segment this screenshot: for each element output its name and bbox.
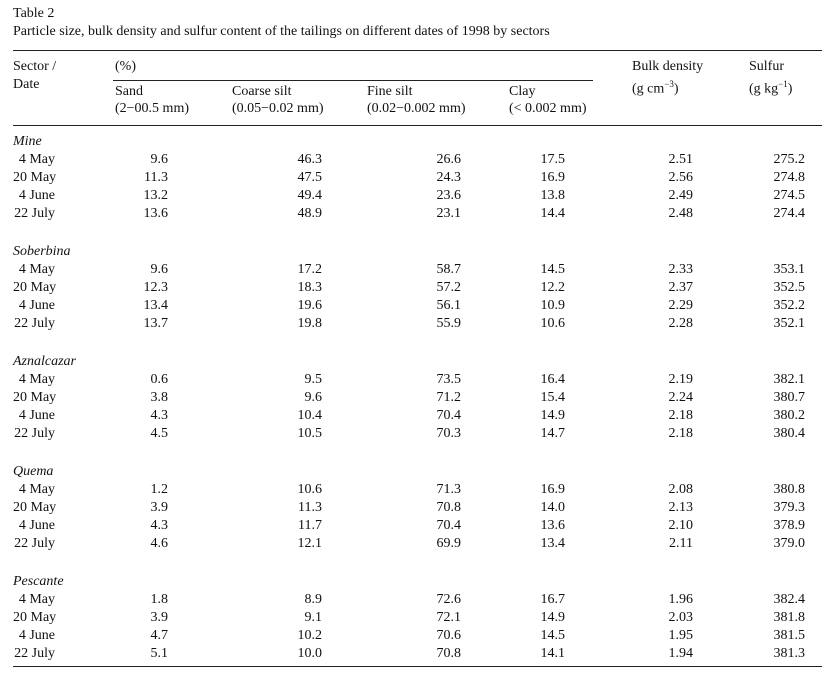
top-rule	[13, 50, 822, 51]
cell-sulfur: 380.7	[773, 390, 805, 405]
header-coarse-silt-range: (0.05−0.02 mm)	[232, 101, 324, 116]
cell-fine-silt: 70.8	[436, 500, 461, 515]
cell-sand: 13.2	[143, 188, 168, 203]
cell-coarse-silt: 48.9	[297, 206, 322, 221]
header-bulk-density: Bulk density	[632, 59, 704, 74]
header-sulfur: Sulfur	[749, 59, 784, 74]
cell-bulk-density: 2.19	[668, 372, 693, 387]
cell-sand: 3.9	[150, 610, 168, 625]
cell-bulk-density: 2.24	[668, 390, 693, 405]
cell-date: 22 July	[14, 206, 55, 221]
cell-fine-silt: 55.9	[436, 316, 461, 331]
sector-name: Aznalcazar	[13, 354, 76, 369]
bottom-rule	[13, 666, 822, 667]
cell-sulfur: 274.5	[773, 188, 805, 203]
cell-sulfur: 274.8	[773, 170, 805, 185]
cell-date: 22 July	[14, 426, 55, 441]
cell-coarse-silt: 46.3	[297, 152, 322, 167]
cell-clay: 16.9	[540, 482, 565, 497]
cell-sand: 5.1	[150, 646, 168, 661]
cell-sulfur: 352.2	[773, 298, 805, 313]
header-sand: Sand	[115, 84, 143, 99]
header-fine-silt: Fine silt	[367, 84, 413, 99]
cell-sand: 11.3	[144, 170, 168, 185]
cell-sulfur: 380.2	[773, 408, 805, 423]
cell-sulfur: 381.8	[773, 610, 805, 625]
cell-clay: 14.7	[540, 426, 565, 441]
sector-name: Soberbina	[13, 244, 71, 259]
cell-bulk-density: 1.95	[668, 628, 693, 643]
cell-sulfur: 353.1	[773, 262, 805, 277]
cell-fine-silt: 71.3	[436, 482, 461, 497]
cell-sulfur: 379.0	[773, 536, 805, 551]
cell-coarse-silt: 10.0	[297, 646, 322, 661]
cell-bulk-density: 2.18	[668, 426, 693, 441]
cell-fine-silt: 70.8	[436, 646, 461, 661]
cell-fine-silt: 73.5	[436, 372, 461, 387]
cell-sulfur: 381.3	[773, 646, 805, 661]
cell-fine-silt: 72.6	[436, 592, 461, 607]
table-title: Particle size, bulk density and sulfur content of the tailings on different dates of 1998 by sectors	[13, 24, 550, 39]
cell-coarse-silt: 10.5	[297, 426, 322, 441]
cell-coarse-silt: 17.2	[297, 262, 322, 277]
cell-fine-silt: 58.7	[436, 262, 461, 277]
cell-clay: 14.9	[540, 610, 565, 625]
sector-name: Pescante	[13, 574, 64, 589]
table-caption	[13, 5, 550, 41]
header-sector: Sector /	[13, 59, 57, 74]
cell-fine-silt: 70.4	[436, 408, 461, 423]
cell-sand: 13.6	[143, 206, 168, 221]
cell-clay: 10.6	[540, 316, 565, 331]
cell-coarse-silt: 8.9	[304, 592, 322, 607]
cell-coarse-silt: 11.3	[298, 500, 322, 515]
cell-sand: 4.5	[150, 426, 168, 441]
cell-coarse-silt: 12.1	[297, 536, 322, 551]
cell-bulk-density: 2.29	[668, 298, 693, 313]
cell-bulk-density: 2.03	[668, 610, 693, 625]
cell-sand: 4.6	[150, 536, 168, 551]
cell-sand: 4.7	[150, 628, 168, 643]
cell-sand: 1.8	[150, 592, 168, 607]
cell-sulfur: 381.5	[773, 628, 805, 643]
header-sand-range: (2−00.5 mm)	[115, 101, 189, 116]
cell-fine-silt: 57.2	[436, 280, 461, 295]
cell-clay: 15.4	[540, 390, 565, 405]
cell-date: 20 May	[13, 170, 57, 185]
cell-sand: 13.7	[143, 316, 168, 331]
cell-bulk-density: 1.94	[668, 646, 693, 661]
header-bulk-density-unit: (g $cm^{-3}$)	[632, 79, 679, 97]
cell-clay: 16.7	[540, 592, 565, 607]
cell-clay: 16.4	[540, 372, 565, 387]
cell-sand: 12.3	[143, 280, 168, 295]
cell-bulk-density: 2.18	[668, 408, 693, 423]
cell-fine-silt: 69.9	[436, 536, 461, 551]
cell-fine-silt: 26.6	[436, 152, 461, 167]
cell-clay: 13.6	[540, 518, 565, 533]
cell-bulk-density: 2.37	[668, 280, 693, 295]
cell-coarse-silt: 19.8	[297, 316, 322, 331]
table-label: Table 2	[13, 6, 55, 21]
cell-sulfur: 274.4	[773, 206, 805, 221]
cell-fine-silt: 70.6	[436, 628, 461, 643]
cell-sand: 0.6	[150, 372, 168, 387]
cell-date: 20 May	[13, 280, 57, 295]
cell-bulk-density: 2.11	[669, 536, 693, 551]
cell-clay: 12.2	[540, 280, 565, 295]
cell-bulk-density: 2.13	[668, 500, 693, 515]
cell-sulfur: 379.3	[773, 500, 805, 515]
cell-sand: 3.9	[150, 500, 168, 515]
cell-clay: 14.0	[540, 500, 565, 515]
cell-bulk-density: 2.56	[668, 170, 693, 185]
cell-bulk-density: 2.08	[668, 482, 693, 497]
cell-coarse-silt: 10.4	[297, 408, 322, 423]
cell-fine-silt: 23.6	[436, 188, 461, 203]
cell-sand: 13.4	[143, 298, 168, 313]
cell-bulk-density: 2.49	[668, 188, 693, 203]
cell-date: 22 July	[14, 646, 55, 661]
cell-coarse-silt: 18.3	[297, 280, 322, 295]
cell-sulfur: 275.2	[773, 152, 805, 167]
cell-coarse-silt: 9.1	[304, 610, 322, 625]
cell-clay: 16.9	[540, 170, 565, 185]
cell-coarse-silt: 10.6	[297, 482, 322, 497]
cell-bulk-density: 2.33	[668, 262, 693, 277]
cell-clay: 14.1	[540, 646, 565, 661]
cell-date: 22 July	[14, 316, 55, 331]
cell-bulk-density: 1.96	[668, 592, 693, 607]
cell-sulfur: 352.5	[773, 280, 805, 295]
cell-date: 4 May	[18, 482, 55, 497]
cell-sulfur: 382.1	[773, 372, 805, 387]
cell-date: 20 May	[13, 500, 57, 515]
cell-sand: 4.3	[150, 408, 168, 423]
cell-fine-silt: 23.1	[436, 206, 461, 221]
cell-fine-silt: 70.3	[436, 426, 461, 441]
sector-name: Mine	[13, 134, 42, 149]
cell-bulk-density: 2.48	[668, 206, 693, 221]
cell-clay: 10.9	[540, 298, 565, 313]
header-sulfur-unit: (g $kg^{-1}$)	[749, 79, 793, 97]
cell-date: 20 May	[13, 390, 57, 405]
cell-fine-silt: 72.1	[436, 610, 461, 625]
cell-sulfur: 378.9	[773, 518, 805, 533]
cell-sand: 3.8	[150, 390, 168, 405]
cell-sand: 9.6	[150, 262, 168, 277]
cell-sand: 9.6	[150, 152, 168, 167]
cell-coarse-silt: 19.6	[297, 298, 322, 313]
cell-fine-silt: 56.1	[436, 298, 461, 313]
cell-sulfur: 380.4	[773, 426, 805, 441]
cell-fine-silt: 70.4	[436, 518, 461, 533]
cell-date: 4 June	[18, 408, 55, 423]
cell-clay: 14.5	[540, 628, 565, 643]
cell-date: 4 May	[18, 372, 55, 387]
cell-coarse-silt: 9.6	[304, 390, 322, 405]
cell-sulfur: 382.4	[773, 592, 805, 607]
cell-date: 22 July	[14, 536, 55, 551]
cell-clay: 17.5	[540, 152, 565, 167]
header-clay: Clay	[509, 84, 536, 99]
header-fine-silt-range: (0.02−0.002 mm)	[367, 101, 466, 116]
header-rule	[13, 125, 822, 126]
cell-date: 4 May	[18, 262, 55, 277]
cell-clay: 14.9	[540, 408, 565, 423]
cell-coarse-silt: 49.4	[297, 188, 322, 203]
cell-date: 4 June	[18, 188, 55, 203]
cell-sulfur: 380.8	[773, 482, 805, 497]
cell-clay: 13.4	[540, 536, 565, 551]
cell-coarse-silt: 47.5	[297, 170, 322, 185]
cell-clay: 13.8	[540, 188, 565, 203]
cell-date: 4 June	[18, 518, 55, 533]
cell-sand: 4.3	[150, 518, 168, 533]
cell-coarse-silt: 11.7	[298, 518, 322, 533]
cell-coarse-silt: 10.2	[297, 628, 322, 643]
cell-coarse-silt: 9.5	[304, 372, 322, 387]
cell-date: 4 May	[18, 592, 55, 607]
header-clay-range: (< 0.002 mm)	[509, 101, 587, 116]
cell-date: 4 May	[18, 152, 55, 167]
cell-date: 20 May	[13, 610, 57, 625]
cell-sand: 1.2	[150, 482, 168, 497]
cell-clay: 14.4	[540, 206, 565, 221]
header-date: Date	[13, 77, 40, 92]
cell-fine-silt: 24.3	[436, 170, 461, 185]
header-coarse-silt: Coarse silt	[232, 84, 292, 99]
sector-name: Quema	[13, 464, 54, 479]
cell-date: 4 June	[18, 628, 55, 643]
cell-sulfur: 352.1	[773, 316, 805, 331]
cell-bulk-density: 2.28	[668, 316, 693, 331]
cell-fine-silt: 71.2	[436, 390, 461, 405]
header-percent-group: (%)	[115, 59, 136, 74]
cell-clay: 14.5	[540, 262, 565, 277]
cell-bulk-density: 2.51	[668, 152, 693, 167]
cell-date: 4 June	[18, 298, 55, 313]
cell-bulk-density: 2.10	[668, 518, 693, 533]
percent-group-rule	[113, 80, 593, 81]
